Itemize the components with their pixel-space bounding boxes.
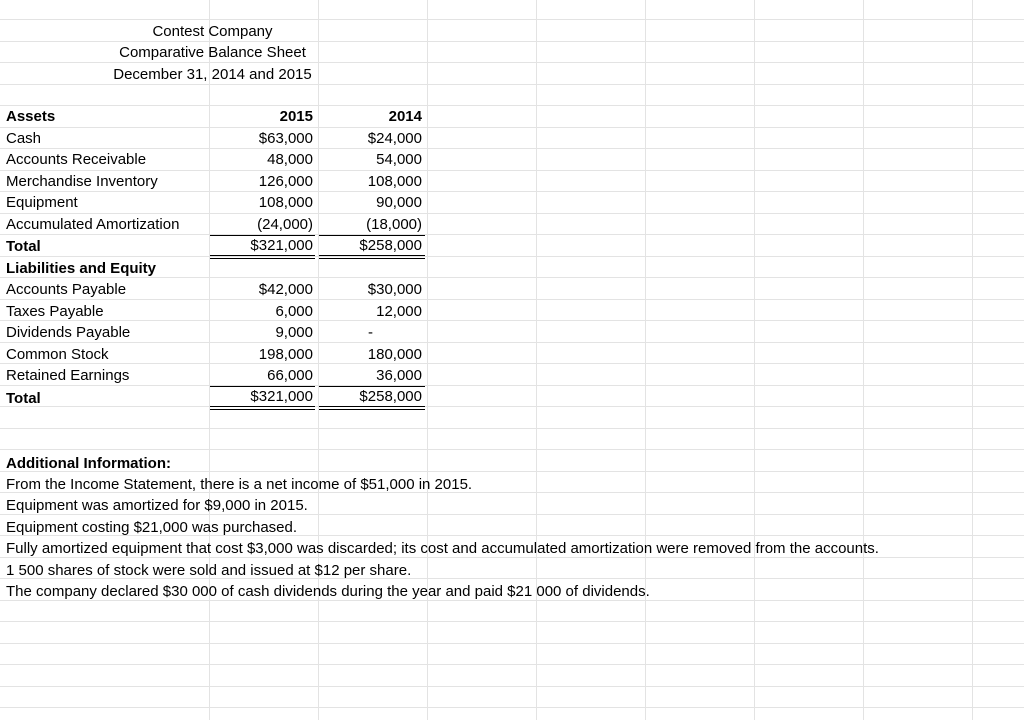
grid-row-line bbox=[0, 148, 1024, 149]
info-line: Equipment was amortized for $9,000 in 2015. bbox=[6, 497, 308, 514]
accounts-receivable-2014: 54,000 bbox=[376, 151, 422, 168]
merchandise-inventory-2015: 126,000 bbox=[258, 173, 313, 190]
cash-2015: $63,000 bbox=[258, 130, 313, 147]
grid-row-line bbox=[0, 643, 1024, 644]
grid-column-line bbox=[863, 0, 864, 720]
info-line: Fully amortized equipment that cost $3,000 was discarded; its cost and accumulated amortization were removed from the accounts. bbox=[6, 540, 879, 557]
total-double-underline bbox=[319, 409, 425, 410]
merchandise-inventory-2014: 108,000 bbox=[367, 173, 422, 190]
grid-row-line bbox=[0, 406, 1024, 407]
grid-row-line bbox=[0, 41, 1024, 42]
grid-column-line bbox=[645, 0, 646, 720]
total-double-underline bbox=[210, 409, 315, 410]
info-line: From the Income Statement, there is a net income of $51,000 in 2015. bbox=[6, 476, 473, 493]
cash-label: Cash bbox=[6, 130, 42, 147]
accumulated-amortization-2014: (18,000) bbox=[366, 216, 422, 233]
taxes-payable-label: Taxes Payable bbox=[6, 303, 104, 320]
total-double-underline bbox=[319, 255, 425, 256]
total-double-underline bbox=[210, 258, 315, 259]
subtotal-underline bbox=[210, 386, 315, 387]
grid-row-line bbox=[0, 213, 1024, 214]
taxes-payable-2014: 12,000 bbox=[376, 303, 422, 320]
grid-row-line bbox=[0, 686, 1024, 687]
info-line: Equipment costing $21,000 was purchased. bbox=[6, 519, 298, 536]
retained-earnings-2015: 66,000 bbox=[267, 367, 313, 384]
grid-row-line bbox=[0, 707, 1024, 708]
info-line: 1 500 shares of stock were sold and issued at $12 per share. bbox=[6, 562, 412, 579]
grid-row-line bbox=[0, 127, 1024, 128]
statement-title: Comparative Balance Sheet bbox=[119, 44, 306, 61]
common-stock-2014: 180,000 bbox=[367, 346, 422, 363]
accounts-payable-label: Accounts Payable bbox=[6, 281, 127, 298]
assets-total-label: Total bbox=[6, 238, 41, 255]
liabilities-total-2015: $321,000 bbox=[250, 388, 313, 405]
equipment-label: Equipment bbox=[6, 194, 78, 211]
equipment-2014: 90,000 bbox=[376, 194, 422, 211]
total-double-underline bbox=[210, 255, 315, 256]
statement-date: December 31, 2014 and 2015 bbox=[113, 66, 312, 83]
merchandise-inventory-label: Merchandise Inventory bbox=[6, 173, 158, 190]
grid-row-line bbox=[0, 234, 1024, 235]
retained-earnings-2014: 36,000 bbox=[376, 367, 422, 384]
grid-row-line bbox=[0, 449, 1024, 450]
common-stock-label: Common Stock bbox=[6, 346, 109, 363]
dividends-payable-2015: 9,000 bbox=[275, 324, 313, 341]
assets-total-2014: $258,000 bbox=[359, 237, 422, 254]
cash-2014: $24,000 bbox=[367, 130, 422, 147]
grid-row-line bbox=[0, 363, 1024, 364]
accounts-payable-2014: $30,000 bbox=[367, 281, 422, 298]
company-name: Contest Company bbox=[152, 23, 273, 40]
common-stock-2015: 198,000 bbox=[258, 346, 313, 363]
liabilities-total-label: Total bbox=[6, 390, 41, 407]
grid-row-line bbox=[0, 191, 1024, 192]
grid-row-line bbox=[0, 299, 1024, 300]
subtotal-underline bbox=[319, 386, 425, 387]
assets-heading: Assets bbox=[6, 108, 56, 125]
grid-row-line bbox=[0, 621, 1024, 622]
grid-row-line bbox=[0, 170, 1024, 171]
column-header-2015: 2015 bbox=[279, 108, 313, 125]
grid-row-line bbox=[0, 62, 1024, 63]
liabilities-heading: Liabilities and Equity bbox=[6, 260, 157, 277]
taxes-payable-2015: 6,000 bbox=[275, 303, 313, 320]
grid-row-line bbox=[0, 320, 1024, 321]
subtotal-underline bbox=[319, 235, 425, 236]
grid-row-line bbox=[0, 84, 1024, 85]
subtotal-underline bbox=[210, 235, 315, 236]
accumulated-amortization-2015: (24,000) bbox=[257, 216, 313, 233]
grid-row-line bbox=[0, 105, 1024, 106]
assets-total-2015: $321,000 bbox=[250, 237, 313, 254]
liabilities-total-2014: $258,000 bbox=[359, 388, 422, 405]
accounts-payable-2015: $42,000 bbox=[258, 281, 313, 298]
grid-column-line bbox=[754, 0, 755, 720]
additional-info-heading: Additional Information: bbox=[6, 455, 171, 472]
column-header-2014: 2014 bbox=[388, 108, 422, 125]
dividends-payable-label: Dividends Payable bbox=[6, 324, 131, 341]
accumulated-amortization-label: Accumulated Amortization bbox=[6, 216, 180, 233]
total-double-underline bbox=[319, 406, 425, 407]
grid-column-line bbox=[972, 0, 973, 720]
dividends-payable-2014: - bbox=[368, 324, 373, 341]
grid-row-line bbox=[0, 342, 1024, 343]
total-double-underline bbox=[319, 258, 425, 259]
equipment-2015: 108,000 bbox=[258, 194, 313, 211]
grid-row-line bbox=[0, 256, 1024, 257]
grid-row-line bbox=[0, 428, 1024, 429]
accounts-receivable-2015: 48,000 bbox=[267, 151, 313, 168]
grid-column-line bbox=[427, 0, 428, 720]
grid-row-line bbox=[0, 385, 1024, 386]
grid-column-line bbox=[536, 0, 537, 720]
total-double-underline bbox=[210, 406, 315, 407]
grid-row-line bbox=[0, 664, 1024, 665]
retained-earnings-label: Retained Earnings bbox=[6, 367, 130, 384]
grid-row-line bbox=[0, 19, 1024, 20]
accounts-receivable-label: Accounts Receivable bbox=[6, 151, 147, 168]
info-line: The company declared $30 000 of cash dividends during the year and paid $21 000 of dividends. bbox=[6, 583, 650, 600]
